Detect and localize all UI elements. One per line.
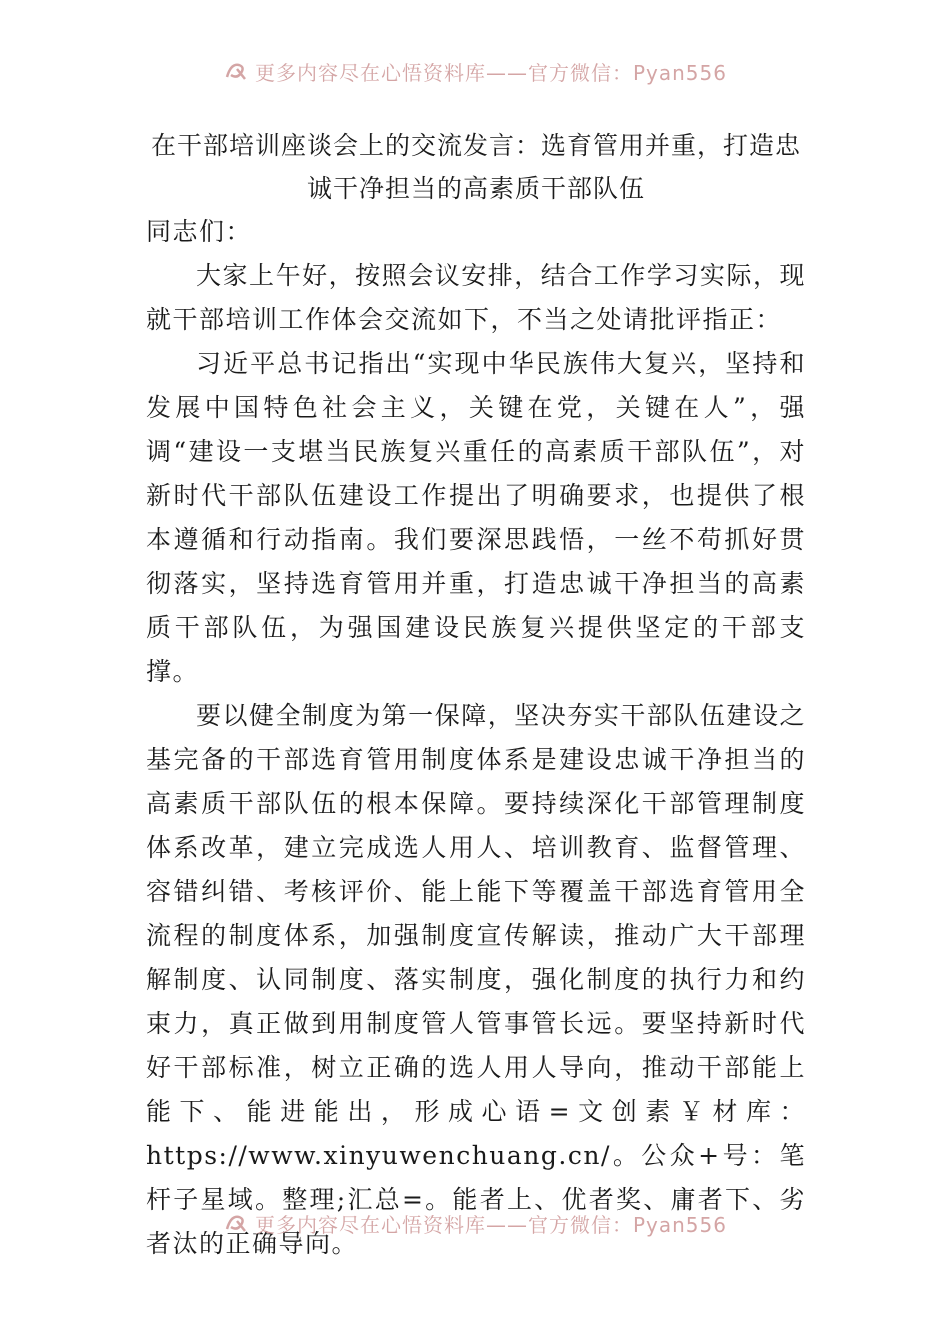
watermark-logo-icon bbox=[223, 59, 249, 83]
watermark-text: 更多内容尽在心悟资料库——官方微信：Pyan556 bbox=[254, 60, 727, 85]
paragraph-opening: 大家上午好，按照会议安排，结合工作学习实际，现就干部培训工作体会交流如下，不当之处请批评指正： bbox=[146, 261, 806, 334]
watermark-text: 更多内容尽在心悟资料库——官方微信：Pyan556 bbox=[254, 1212, 727, 1237]
document-body bbox=[146, 210, 806, 1266]
watermark-footer bbox=[0, 1208, 950, 1238]
paragraph-system: 要以健全制度为第一保障，坚决夯实干部队伍建设之基完备的干部选育管用制度体系是建设忠诚干净担当的高素质干部队伍的根本保障。要持续深化干部管理制度体系改革，建立完成选人用人、培训教育、监督管理、容错纠错、考核评价、能上能下等覆盖干部选育管用全流程的制度体系，加强制度宣传解读，推动广大干部理解制度、认同制度、落实制度，强化制度的执行力和约束力，真正做到用制度管人管事管长远。要坚持新时代好干部标准，树立正确的选人用人导向，推动干部能上能下、能进能出，形成心语=文创素￥材库：https://www.xinyuwenchuang.cn/。公众+号：笔杆子星域。整理;汇总=。能者上、优者奖、庸者下、劣者汰的正确导向。 bbox=[146, 701, 806, 1258]
document-title: 在干部培训座谈会上的交流发言：选育管用并重，打造忠诚干净担当的高素质干部队伍 bbox=[150, 131, 801, 203]
watermark-header bbox=[0, 56, 950, 86]
paragraph-directive: 习近平总书记指出“实现中华民族伟大复兴，坚持和发展中国特色社会主义，关键在党，关键在人”，强调“建设一支堪当民族复兴重任的高素质干部队伍”，对新时代干部队伍建设工作提出了明确要求，也提供了根本遵循和行动指南。我们要深思践悟，一丝不苟抓好贯彻落实，坚持选育管用并重，打造忠诚干净担当的高素质干部队伍，为强国建设民族复兴提供坚定的干部支撑。 bbox=[146, 349, 806, 686]
salutation: 同志们： bbox=[146, 217, 253, 246]
watermark-logo-icon bbox=[223, 1211, 249, 1235]
